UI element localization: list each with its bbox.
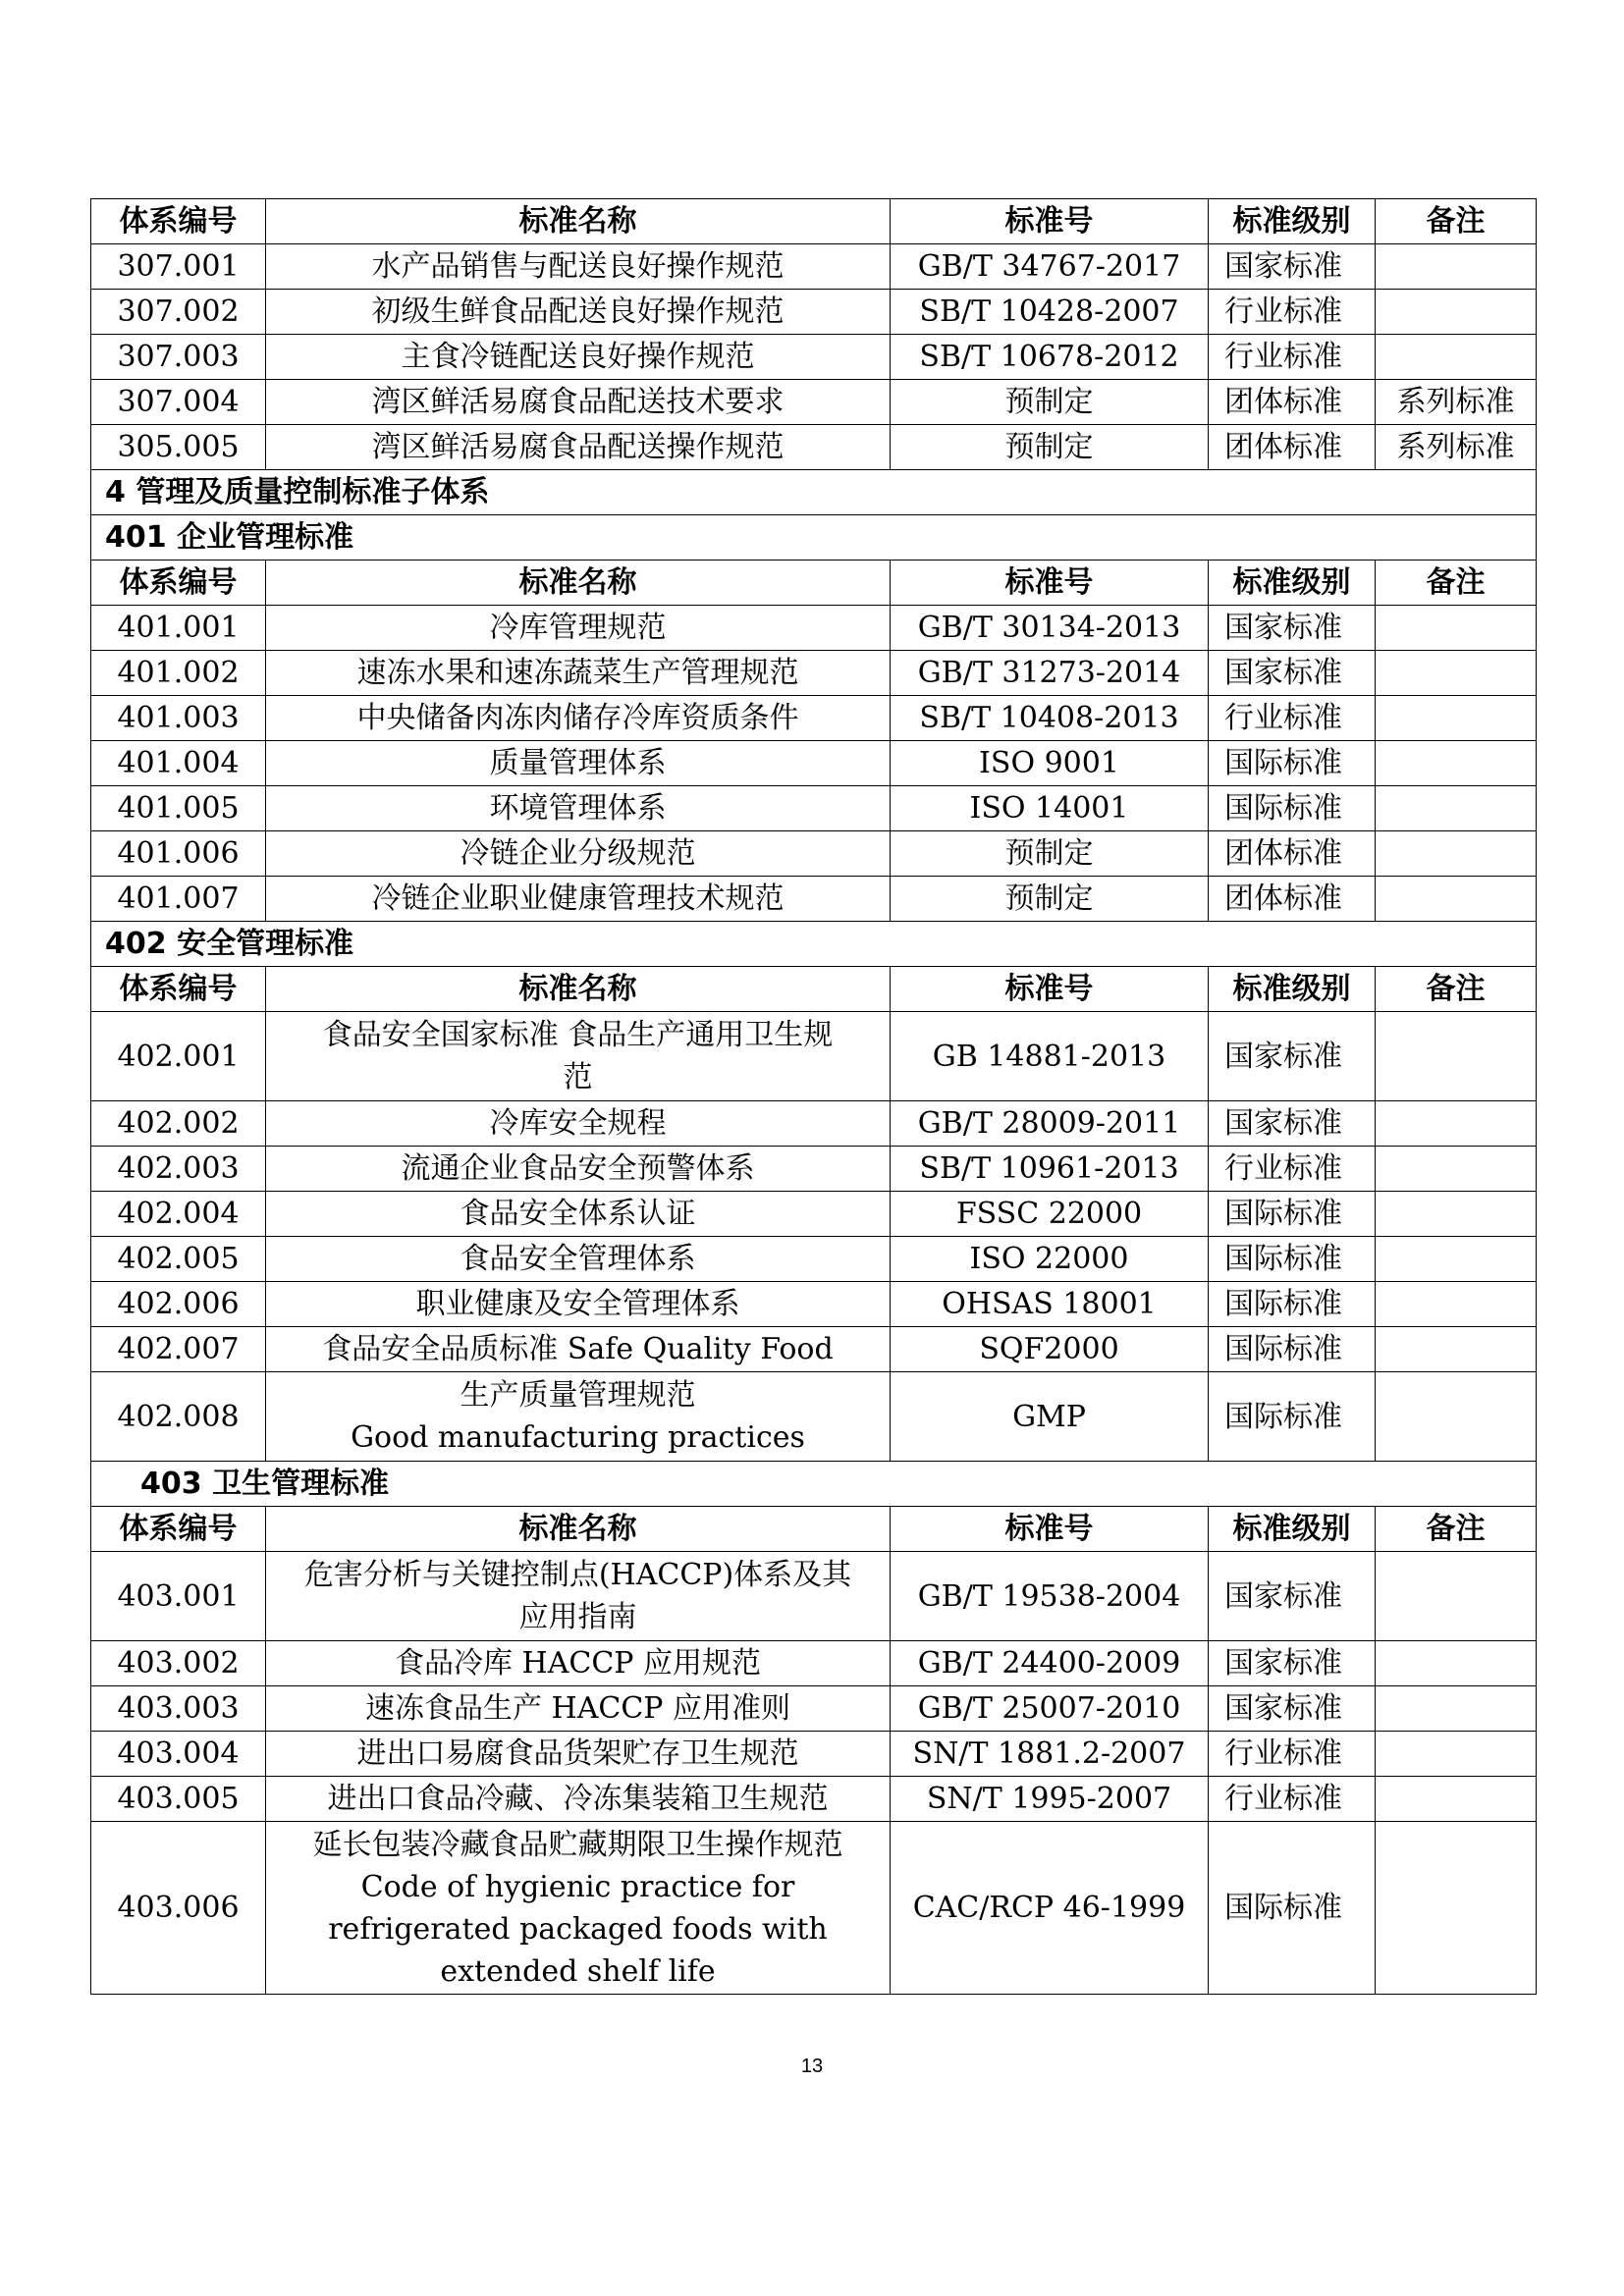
table-row [91,425,1537,470]
row-note [1376,831,1537,877]
row-name: 冷库安全规程 [266,1101,891,1147]
standards-table [90,198,1537,1995]
header-code: 体系编号 [91,967,266,1012]
table-row [91,244,1537,290]
row-name-line: 生产质量管理规范 [460,1378,696,1413]
row-note [1376,1237,1537,1282]
row-level: 团体标准 [1209,831,1376,877]
header-level: 标准级别 [1209,561,1376,606]
row-code: 403.001 [91,1552,266,1641]
header-level: 标准级别 [1209,967,1376,1012]
row-code: 307.004 [91,380,266,425]
row-std: GB 14881-2013 [891,1012,1209,1101]
section-title-4: 4 管理及质量控制标准子体系 [91,470,1537,515]
table-row [91,1192,1537,1237]
row-std: FSSC 22000 [891,1192,1209,1237]
row-level: 国家标准 [1209,1686,1376,1732]
header-code: 体系编号 [91,1507,266,1552]
row-name-line: extended shelf life [440,1953,716,1989]
table-header-row [91,1507,1537,1552]
row-level: 国家标准 [1209,606,1376,651]
table-row [91,380,1537,425]
row-note [1376,1732,1537,1777]
header-note: 备注 [1376,1507,1537,1552]
table-header-row [91,561,1537,606]
header-name: 标准名称 [266,967,891,1012]
row-std: GB/T 31273-2014 [891,651,1209,696]
row-code: 401.007 [91,877,266,922]
row-code: 403.006 [91,1822,266,1995]
section-title-403: 403 卫生管理标准 [91,1462,1537,1507]
row-code: 401.006 [91,831,266,877]
row-code: 401.004 [91,741,266,786]
row-std: OHSAS 18001 [891,1282,1209,1327]
table-row [91,1777,1537,1822]
row-level: 行业标准 [1209,1777,1376,1822]
row-level: 国家标准 [1209,244,1376,290]
table-row [91,1012,1537,1101]
header-note: 备注 [1376,199,1537,244]
row-level: 国家标准 [1209,1552,1376,1641]
row-code: 307.001 [91,244,266,290]
page-number: 13 [800,2056,824,2077]
row-name: 速冻食品生产 HACCP 应用准则 [266,1686,891,1732]
row-code: 402.001 [91,1012,266,1101]
table-row [91,1147,1537,1192]
row-note [1376,290,1537,335]
row-note [1376,786,1537,831]
table-row [91,335,1537,380]
header-name: 标准名称 [266,561,891,606]
section-title-401: 401 企业管理标准 [91,515,1537,561]
row-level: 团体标准 [1209,380,1376,425]
row-std: GB/T 34767-2017 [891,244,1209,290]
row-std: 预制定 [891,425,1209,470]
row-name: 进出口食品冷藏、冷冻集装箱卫生规范 [266,1777,891,1822]
row-level: 国际标准 [1209,1192,1376,1237]
row-code: 402.007 [91,1327,266,1372]
row-name: 湾区鲜活易腐食品配送操作规范 [266,425,891,470]
row-std: SN/T 1881.2-2007 [891,1732,1209,1777]
row-level: 国际标准 [1209,1372,1376,1462]
row-name: 中央储备肉冻肉储存冷库资质条件 [266,696,891,741]
row-code: 401.005 [91,786,266,831]
row-name: 初级生鲜食品配送良好操作规范 [266,290,891,335]
row-name: 食品安全管理体系 [266,1237,891,1282]
table-row [91,1732,1537,1777]
row-note: 系列标准 [1376,380,1537,425]
header-std: 标准号 [891,967,1209,1012]
row-level: 国家标准 [1209,651,1376,696]
row-name: 环境管理体系 [266,786,891,831]
row-std: SB/T 10408-2013 [891,696,1209,741]
section-row [91,1462,1537,1507]
table-row [91,696,1537,741]
row-note [1376,651,1537,696]
row-std: GB/T 24400-2009 [891,1641,1209,1686]
row-std: ISO 9001 [891,741,1209,786]
table-row [91,1641,1537,1686]
row-name [266,1552,891,1641]
row-name: 流通企业食品安全预警体系 [266,1147,891,1192]
row-name [266,1822,891,1995]
header-std: 标准号 [891,1507,1209,1552]
row-name-line: 食品安全国家标准 食品生产通用卫生规 [322,1018,834,1052]
table-row [91,1237,1537,1282]
row-name-line: 范 [563,1060,593,1095]
row-std: SN/T 1995-2007 [891,1777,1209,1822]
row-note [1376,877,1537,922]
row-note [1376,696,1537,741]
row-std: GB/T 30134-2013 [891,606,1209,651]
row-name-line: 应用指南 [518,1600,637,1634]
table-row [91,877,1537,922]
row-name: 水产品销售与配送良好操作规范 [266,244,891,290]
row-note [1376,1641,1537,1686]
row-note [1376,1282,1537,1327]
row-std: 预制定 [891,831,1209,877]
row-level: 行业标准 [1209,696,1376,741]
row-std: SB/T 10428-2007 [891,290,1209,335]
row-code: 402.003 [91,1147,266,1192]
row-note [1376,1101,1537,1147]
row-level: 行业标准 [1209,1147,1376,1192]
row-std: 预制定 [891,380,1209,425]
table-header-row [91,199,1537,244]
row-level: 行业标准 [1209,290,1376,335]
row-note [1376,1327,1537,1372]
table-row [91,1552,1537,1641]
row-note [1376,1822,1537,1995]
header-note: 备注 [1376,561,1537,606]
row-name: 冷链企业分级规范 [266,831,891,877]
table-row [91,1327,1537,1372]
row-std: SQF2000 [891,1327,1209,1372]
table-row [91,1372,1537,1462]
row-std: 预制定 [891,877,1209,922]
row-note [1376,606,1537,651]
row-code: 403.004 [91,1732,266,1777]
header-name: 标准名称 [266,1507,891,1552]
row-code: 401.003 [91,696,266,741]
row-code: 402.002 [91,1101,266,1147]
row-level: 国家标准 [1209,1012,1376,1101]
row-std: SB/T 10678-2012 [891,335,1209,380]
row-name [266,1012,891,1101]
row-note [1376,1777,1537,1822]
table-row [91,1822,1537,1995]
row-name: 食品安全品质标准 Safe Quality Food [266,1327,891,1372]
table-row [91,1101,1537,1147]
row-level: 国家标准 [1209,1101,1376,1147]
header-code: 体系编号 [91,561,266,606]
row-level: 国际标准 [1209,1282,1376,1327]
row-std: ISO 14001 [891,786,1209,831]
table-row [91,1686,1537,1732]
row-level: 国际标准 [1209,786,1376,831]
row-note [1376,1012,1537,1101]
row-level: 国际标准 [1209,1327,1376,1372]
row-std: CAC/RCP 46-1999 [891,1822,1209,1995]
row-code: 403.005 [91,1777,266,1822]
header-level: 标准级别 [1209,1507,1376,1552]
row-note [1376,244,1537,290]
row-code: 307.003 [91,335,266,380]
row-level: 团体标准 [1209,877,1376,922]
table-row [91,786,1537,831]
table-row [91,741,1537,786]
row-note [1376,1686,1537,1732]
section-title-402: 402 安全管理标准 [91,922,1537,967]
header-code: 体系编号 [91,199,266,244]
row-note [1376,335,1537,380]
header-note: 备注 [1376,967,1537,1012]
row-level: 行业标准 [1209,1732,1376,1777]
table-row [91,651,1537,696]
row-std: GMP [891,1372,1209,1462]
row-note [1376,1147,1537,1192]
row-note: 系列标准 [1376,425,1537,470]
row-code: 402.006 [91,1282,266,1327]
row-std: GB/T 19538-2004 [891,1552,1209,1641]
row-note [1376,741,1537,786]
row-level: 行业标准 [1209,335,1376,380]
row-name: 湾区鲜活易腐食品配送技术要求 [266,380,891,425]
row-std: GB/T 25007-2010 [891,1686,1209,1732]
header-std: 标准号 [891,561,1209,606]
row-code: 307.002 [91,290,266,335]
row-name: 食品冷库 HACCP 应用规范 [266,1641,891,1686]
row-code: 403.002 [91,1641,266,1686]
row-name: 速冻水果和速冻蔬菜生产管理规范 [266,651,891,696]
row-note [1376,1552,1537,1641]
section-row [91,470,1537,515]
section-row [91,515,1537,561]
row-code: 402.008 [91,1372,266,1462]
table-header-row [91,967,1537,1012]
section-row [91,922,1537,967]
row-name-line: refrigerated packaged foods with [328,1911,828,1947]
row-level: 国际标准 [1209,1822,1376,1995]
row-code: 305.005 [91,425,266,470]
row-name [266,1372,891,1462]
row-name-line: Good manufacturing practices [351,1420,805,1455]
row-name: 主食冷链配送良好操作规范 [266,335,891,380]
row-name-line: 危害分析与关键控制点(HACCP)体系及其 [303,1558,852,1592]
row-name: 食品安全体系认证 [266,1192,891,1237]
row-name-line: 延长包装冷藏食品贮藏期限卫生操作规范 [312,1827,843,1862]
row-std: ISO 22000 [891,1237,1209,1282]
row-level: 国际标准 [1209,741,1376,786]
table-row [91,1282,1537,1327]
row-name-line: Code of hygienic practice for [360,1869,795,1904]
row-name: 进出口易腐食品货架贮存卫生规范 [266,1732,891,1777]
row-note [1376,1372,1537,1462]
row-code: 401.001 [91,606,266,651]
row-note [1376,1192,1537,1237]
row-name: 冷库管理规范 [266,606,891,651]
header-level: 标准级别 [1209,199,1376,244]
row-code: 401.002 [91,651,266,696]
table-row [91,290,1537,335]
row-level: 国家标准 [1209,1641,1376,1686]
row-std: GB/T 28009-2011 [891,1101,1209,1147]
header-std: 标准号 [891,199,1209,244]
table-row [91,831,1537,877]
row-level: 国际标准 [1209,1237,1376,1282]
row-name: 质量管理体系 [266,741,891,786]
row-level: 团体标准 [1209,425,1376,470]
header-name: 标准名称 [266,199,891,244]
row-code: 402.004 [91,1192,266,1237]
row-name: 职业健康及安全管理体系 [266,1282,891,1327]
row-code: 403.003 [91,1686,266,1732]
row-name: 冷链企业职业健康管理技术规范 [266,877,891,922]
row-std: SB/T 10961-2013 [891,1147,1209,1192]
row-code: 402.005 [91,1237,266,1282]
table-row [91,606,1537,651]
